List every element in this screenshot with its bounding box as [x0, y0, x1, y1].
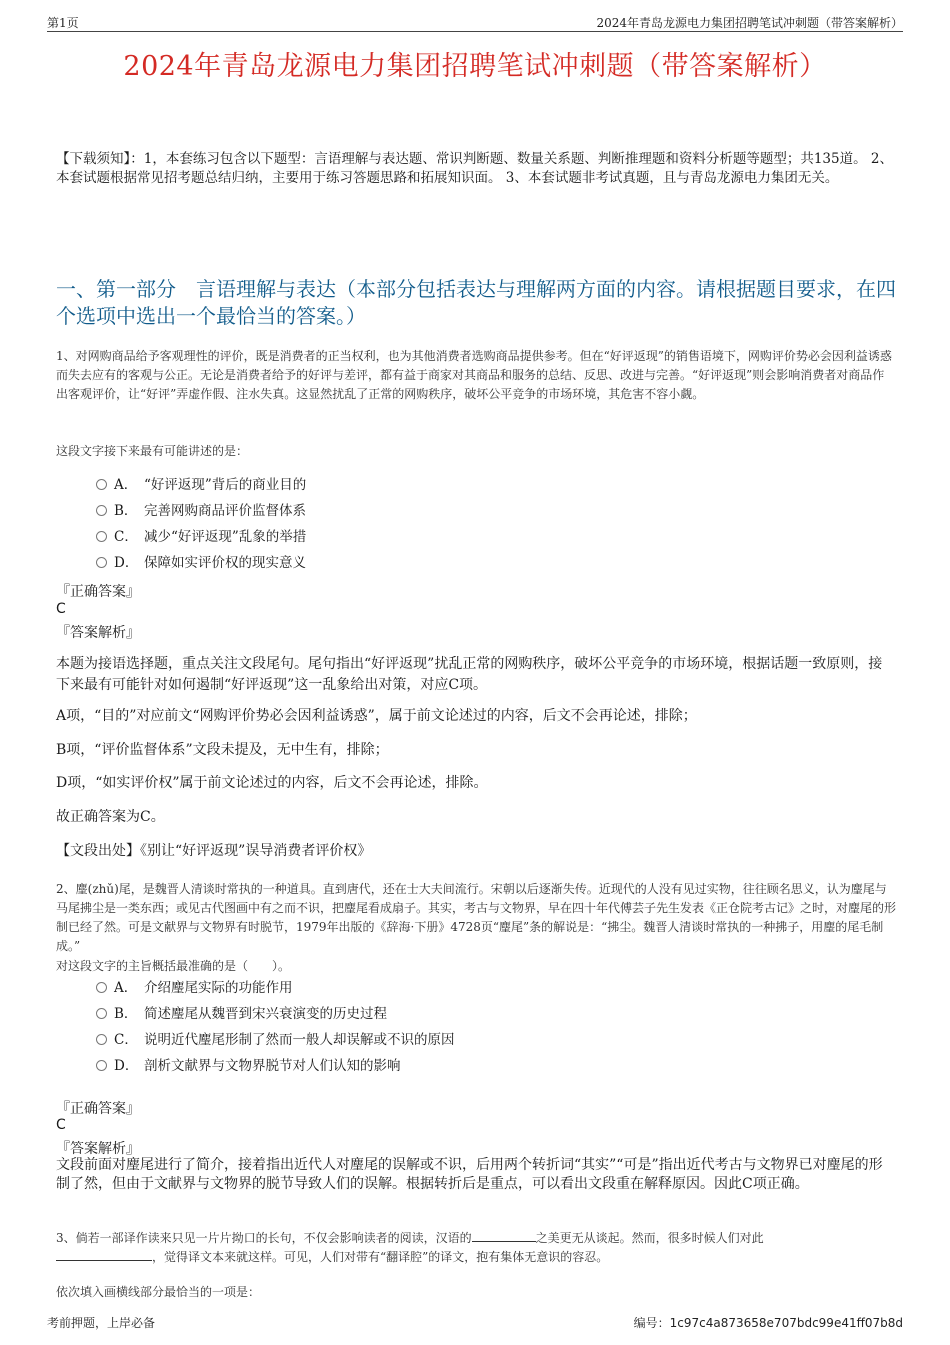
option-label: D． [114, 555, 139, 571]
q1-analysis-label: 『答案解析』 [56, 625, 140, 641]
q1-option-a[interactable] [96, 475, 306, 495]
q2-option-d[interactable] [96, 1056, 401, 1076]
radio-icon[interactable] [96, 982, 107, 993]
option-text: 说明近代麈尾形制了然而一般人却误解或不识的原因 [144, 1032, 455, 1048]
q3-blank-2 [56, 1248, 152, 1261]
footer-slogan: 考前押题，上岸必备 [47, 1316, 156, 1330]
q2-answer-label: 『正确答案』 [56, 1101, 140, 1117]
q3-stem-part: 3、倘若一部译作读来只见一片片拗口的长句，不仅会影响读者的阅读，汉语的 [56, 1231, 472, 1245]
download-notice: 【下载须知】：1，本套练习包含以下题型：言语理解与表达题、常识判断题、数量关系题、判断推理题和资料分析题等题型；共135道。 2、本套试题根据常见招考题总结归纳，主要用于练习答题思路和拓展知识面。 3、本套试题非考试真题，且与青岛龙源电力集团无关。 [56, 151, 893, 186]
page-number: 第1页 [47, 16, 79, 30]
footer-code [634, 1314, 903, 1331]
q2-option-b[interactable] [96, 1004, 387, 1024]
radio-icon[interactable] [96, 1034, 107, 1045]
page-title: 2024年青岛龙源电力集团招聘笔试冲刺题（带答案解析） [123, 51, 827, 82]
q1-analysis-paragraph: 本题为接语选择题，重点关注文段尾句。尾句指出“好评返现”扰乱正常的网购秩序，破坏公平竞争的市场环境，根据话题一致原则，接下来最有可能针对如何遏制“好评返现”这一乱象给出对策，对应C项。 [56, 656, 883, 693]
header-doc-title: 2024年青岛龙源电力集团招聘笔试冲刺题（带答案解析） [596, 16, 903, 30]
footer-code-label: 编号： [633, 1316, 670, 1330]
radio-icon[interactable] [96, 531, 107, 542]
q1-answer: C [56, 601, 66, 617]
q1-option-d[interactable] [96, 553, 306, 573]
option-text: 剖析文献界与文物界脱节对人们认知的影响 [144, 1058, 401, 1074]
radio-icon[interactable] [96, 1060, 107, 1071]
question-1-prompt: 这段文字接下来最有可能讲述的是： [56, 444, 249, 458]
q2-option-a[interactable] [96, 978, 293, 998]
question-1-stem: 1、对网购商品给予客观理性的评价，既是消费者的正当权利，也为其他消费者选购商品提供参考。但在“好评返现”的销售语境下，网购评价势必会因利益诱惑而失去应有的客观与公正。无论是消费者给予的好评与差评，都有益于商家对其商品和服务的总结、反思、改进与完善。“好评返现”则会影响消费者对商品作出客观评价，让“好评”弄虚作假、注水失真。这显然扰乱了正常的网购秩序，破坏公平竞争的市场环境，其危害不容小觑。 [56, 349, 892, 401]
q2-option-c[interactable] [96, 1030, 455, 1050]
q1-option-b[interactable] [96, 501, 306, 521]
option-label: B． [114, 503, 138, 519]
option-text: “好评返现”背后的商业目的 [144, 477, 307, 493]
radio-icon[interactable] [96, 505, 107, 516]
option-label: A． [114, 980, 138, 996]
q1-analysis-paragraph: 故正确答案为C。 [56, 809, 165, 825]
section-heading: 一、第一部分 言语理解与表达（本部分包括表达与理解两方面的内容。请根据题目要求，在四个选项中选出一个最恰当的答案。） [56, 277, 896, 328]
option-text: 简述麈尾从魏晋到宋兴衰演变的历史过程 [144, 1006, 387, 1022]
option-label: C． [114, 1032, 138, 1048]
option-label: C． [114, 529, 138, 545]
q3-stem-part: ，觉得译文本来就这样。可见，人们对带有“翻译腔”的译文，抱有集体无意识的容忍。 [152, 1250, 609, 1264]
radio-icon[interactable] [96, 479, 107, 490]
q1-analysis-paragraph: B项，“评价监督体系”文段未提及，无中生有，排除； [56, 742, 389, 758]
q2-analysis: 文段前面对麈尾进行了简介，接着指出近代人对麈尾的误解或不识，后用两个转折词“其实”“可是”指出近代考古与文物界已对麈尾的形制了然，但由于文献界与文物界的脱节导致人们的误解。根据转折后是重点，可以看出文段重在解释原因。因此C项正确。 [56, 1157, 883, 1192]
question-3-stem [56, 1229, 901, 1267]
radio-icon[interactable] [96, 1008, 107, 1019]
q1-analysis-paragraph: D项，“如实评价权”属于前文论述过的内容，后文不会再论述，排除。 [56, 775, 488, 791]
q1-answer-label: 『正确答案』 [56, 584, 140, 600]
option-text: 减少“好评返现”乱象的举措 [144, 529, 307, 545]
q3-stem-part: 之美更无从谈起。然而，很多时候人们对此 [535, 1231, 764, 1245]
option-text: 保障如实评价权的现实意义 [144, 555, 306, 571]
option-text: 介绍麈尾实际的功能作用 [144, 980, 293, 996]
question-2-stem: 2、麈(zhǔ)尾，是魏晋人清谈时常执的一种道具。直到唐代，还在士大夫间流行。宋朝以后逐渐失传。近现代的人没有见过实物，往往顾名思义，认为麈尾与马尾拂尘是一类东西；或见古代图画中有之而不识，把麈尾看成扇子。其实，考古与文物界，早在四十年代傅芸子先生发表《正仓院考古记》之时，对麈尾的形制已经了然。可是文献界与文物界有时脱节，1979年出版的《辞海·下册》4728页“麈尾”条的解说是：“拂尘。魏晋人清谈时常执的一种拂子，用麈的尾毛制成。” [56, 882, 897, 953]
q1-source: 【文段出处】《别让“好评返现”误导消费者评价权》 [56, 843, 372, 859]
q1-option-c[interactable] [96, 527, 306, 547]
footer-code-value: 1c97c4a873658e707bdc99e41ff07b8d [669, 1316, 903, 1330]
option-label: B． [114, 1006, 138, 1022]
question-3-prompt: 依次填入画横线部分最恰当的一项是： [56, 1285, 261, 1299]
q3-blank-1 [472, 1229, 536, 1242]
option-label: A． [114, 477, 138, 493]
option-text: 完善网购商品评价监督体系 [144, 503, 306, 519]
question-2-prompt: 对这段文字的主旨概括最准确的是（ ）。 [56, 959, 291, 973]
header-divider [47, 31, 903, 32]
q2-analysis-label: 『答案解析』 [56, 1141, 140, 1157]
q2-answer: C [56, 1117, 66, 1133]
option-label: D． [114, 1058, 139, 1074]
q1-analysis-paragraph: A项，“目的”对应前文“网购评价势必会因利益诱惑”，属于前文论述过的内容，后文不会再论述，排除； [56, 708, 697, 724]
radio-icon[interactable] [96, 557, 107, 568]
